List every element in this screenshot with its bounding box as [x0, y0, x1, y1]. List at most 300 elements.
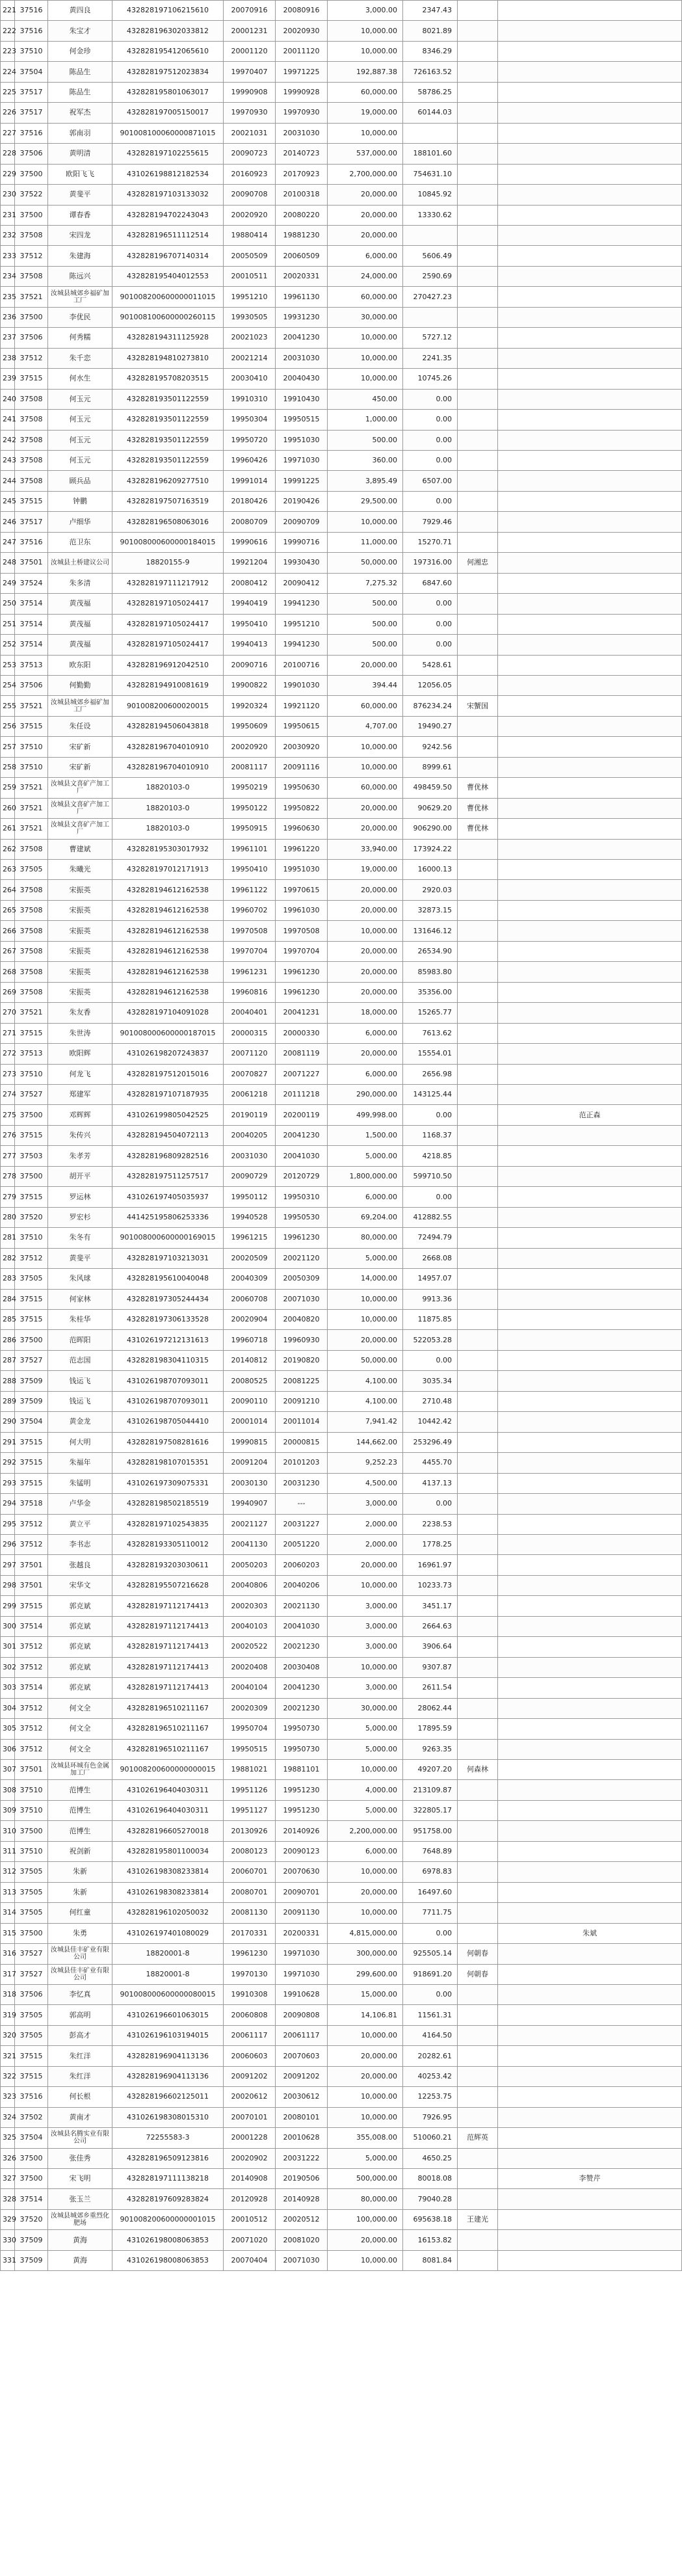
table-row: [1, 1575, 682, 1595]
table-row: [1, 594, 682, 614]
contact-b: [498, 41, 682, 61]
end-date: 20200119: [276, 1105, 328, 1125]
row-index: 246: [1, 512, 15, 532]
branch-code: 37510: [15, 1780, 48, 1800]
customer-name: 朱任设: [48, 716, 112, 736]
contact-b: [498, 1064, 682, 1084]
customer-name: 范志国: [48, 1350, 112, 1370]
row-index: 236: [1, 307, 15, 327]
contact-b: [498, 1146, 682, 1166]
row-index: 243: [1, 450, 15, 470]
id-number: 432828196302033812: [112, 21, 224, 41]
id-number: 18820103-0: [112, 778, 224, 798]
contact-a: [458, 1698, 498, 1718]
contact-a: [458, 1310, 498, 1330]
row-index: 240: [1, 389, 15, 409]
table-row: [1, 471, 682, 491]
row-index: 267: [1, 941, 15, 961]
loan-amount: 20,000.00: [328, 205, 403, 225]
row-index: 223: [1, 41, 15, 61]
contact-b: [498, 471, 682, 491]
id-number: 901008000600000080015: [112, 1984, 224, 2004]
balance: 12253.75: [403, 2087, 458, 2107]
end-date: 19970930: [276, 103, 328, 123]
id-number: 432828193501122559: [112, 389, 224, 409]
id-number: 432828198502185519: [112, 1494, 224, 1514]
contact-a: [458, 41, 498, 61]
id-number: 432828196904113136: [112, 2066, 224, 2086]
table-row: [1, 1146, 682, 1166]
balance: 8999.61: [403, 757, 458, 777]
loan-amount: 6,000.00: [328, 1841, 403, 1861]
customer-name: 黄海: [48, 2250, 112, 2270]
contact-a: [458, 1023, 498, 1043]
row-index: 324: [1, 2107, 15, 2127]
contact-b: [498, 921, 682, 941]
contact-b: [498, 900, 682, 920]
loan-amount: 7,941.42: [328, 1412, 403, 1432]
id-number: 432828196704010910: [112, 737, 224, 757]
branch-code: 37506: [15, 144, 48, 164]
contact-a: [458, 1166, 498, 1186]
contact-a: 曹优林: [458, 798, 498, 818]
row-index: 301: [1, 1637, 15, 1657]
table-row: [1, 1453, 682, 1473]
table-row: [1, 123, 682, 143]
table-row: [1, 2148, 682, 2168]
contact-b: [498, 1514, 682, 1534]
contact-b: [498, 1596, 682, 1616]
customer-name: 宋矿新: [48, 757, 112, 777]
contact-b: [498, 2128, 682, 2148]
start-date: 20080525: [224, 1371, 276, 1391]
row-index: 303: [1, 1678, 15, 1698]
end-date: 19951030: [276, 430, 328, 450]
contact-a: [458, 2250, 498, 2270]
balance: 918691.20: [403, 1964, 458, 1984]
start-date: 20021031: [224, 123, 276, 143]
contact-a: [458, 62, 498, 82]
end-date: 19961130: [276, 287, 328, 307]
balance: 0.00: [403, 389, 458, 409]
row-index: 289: [1, 1391, 15, 1411]
loan-amount: 10,000.00: [328, 1310, 403, 1330]
table-row: [1, 2169, 682, 2189]
contact-b: [498, 246, 682, 266]
branch-code: 37516: [15, 1, 48, 21]
contact-b: [498, 1432, 682, 1452]
loan-amount: 10,000.00: [328, 1289, 403, 1309]
balance: 2238.53: [403, 1514, 458, 1534]
loan-amount: 14,000.00: [328, 1269, 403, 1289]
customer-name: 谭春香: [48, 205, 112, 225]
contact-a: [458, 82, 498, 102]
start-date: 20020920: [224, 737, 276, 757]
contact-b: [498, 1125, 682, 1145]
loan-amount: 20,000.00: [328, 819, 403, 839]
balance: [403, 123, 458, 143]
loan-amount: 4,100.00: [328, 1391, 403, 1411]
start-date: 20031030: [224, 1146, 276, 1166]
balance: 10845.92: [403, 185, 458, 205]
end-date: 19990928: [276, 82, 328, 102]
row-index: 260: [1, 798, 15, 818]
balance: 3451.17: [403, 1596, 458, 1616]
id-number: 432828195801063017: [112, 82, 224, 102]
row-index: 329: [1, 2209, 15, 2229]
start-date: 20020522: [224, 1637, 276, 1657]
end-date: 20190426: [276, 491, 328, 511]
start-date: 20000315: [224, 1023, 276, 1043]
contact-b: [498, 1780, 682, 1800]
id-number: 431026197309075331: [112, 1473, 224, 1493]
end-date: 19970508: [276, 921, 328, 941]
customer-name: 汝城县文喜矿产加工厂: [48, 798, 112, 818]
start-date: 20030130: [224, 1473, 276, 1493]
customer-name: 何玉元: [48, 389, 112, 409]
contact-b: [498, 1555, 682, 1575]
customer-name: 朱新: [48, 1882, 112, 1902]
end-date: 20000330: [276, 1023, 328, 1043]
branch-code: 37509: [15, 2230, 48, 2250]
id-number: 18820001-8: [112, 1964, 224, 1984]
branch-code: 37512: [15, 1534, 48, 1554]
start-date: 20080709: [224, 512, 276, 532]
branch-code: 37527: [15, 1350, 48, 1370]
table-row: [1, 1023, 682, 1043]
end-date: 20030612: [276, 2087, 328, 2107]
row-index: 248: [1, 553, 15, 573]
start-date: 20020408: [224, 1657, 276, 1677]
table-row: [1, 655, 682, 675]
table-row: [1, 716, 682, 736]
loan-amount: 19,000.00: [328, 103, 403, 123]
customer-name: 罗运林: [48, 1187, 112, 1207]
start-date: 20080123: [224, 1841, 276, 1861]
start-date: 19950410: [224, 614, 276, 634]
branch-code: 37515: [15, 2046, 48, 2066]
row-index: 253: [1, 655, 15, 675]
id-number: 432828198107015351: [112, 1453, 224, 1473]
row-index: 262: [1, 839, 15, 859]
balance: 16153.82: [403, 2230, 458, 2250]
end-date: 20071227: [276, 1064, 328, 1084]
contact-a: [458, 1228, 498, 1248]
start-date: 20001120: [224, 41, 276, 61]
end-date: 20100716: [276, 655, 328, 675]
row-index: 232: [1, 225, 15, 245]
row-index: 306: [1, 1739, 15, 1759]
loan-amount: 5,000.00: [328, 1248, 403, 1268]
id-number: 431026198308015310: [112, 2107, 224, 2127]
start-date: 20070404: [224, 2250, 276, 2270]
end-date: 19951210: [276, 614, 328, 634]
balance: 2590.69: [403, 266, 458, 286]
row-index: 237: [1, 328, 15, 348]
branch-code: 37521: [15, 1003, 48, 1023]
balance: 0.00: [403, 491, 458, 511]
branch-code: 37520: [15, 2209, 48, 2229]
branch-code: 37512: [15, 1514, 48, 1534]
branch-code: 37524: [15, 573, 48, 593]
row-index: 286: [1, 1330, 15, 1350]
customer-name: 郭克斌: [48, 1637, 112, 1657]
table-row: [1, 1841, 682, 1861]
customer-name: 朱风球: [48, 1269, 112, 1289]
customer-name: 何文全: [48, 1719, 112, 1739]
id-number: 432828197104091028: [112, 1003, 224, 1023]
table-row: [1, 328, 682, 348]
branch-code: 37508: [15, 450, 48, 470]
branch-code: 37515: [15, 1187, 48, 1207]
balance: 3035.34: [403, 1371, 458, 1391]
row-index: 258: [1, 757, 15, 777]
end-date: 20081225: [276, 1371, 328, 1391]
branch-code: 37504: [15, 62, 48, 82]
branch-code: 37508: [15, 962, 48, 982]
contact-a: [458, 675, 498, 695]
contact-b: [498, 1494, 682, 1514]
loan-amount: 69,204.00: [328, 1207, 403, 1227]
table-row: [1, 164, 682, 184]
start-date: 19961215: [224, 1228, 276, 1248]
branch-code: 37512: [15, 1637, 48, 1657]
start-date: 20050203: [224, 1555, 276, 1575]
loan-amount: 3,000.00: [328, 1637, 403, 1657]
end-date: 19941230: [276, 635, 328, 655]
start-date: 20090708: [224, 185, 276, 205]
contact-a: [458, 1780, 498, 1800]
table-row: [1, 1248, 682, 1268]
balance: 9913.36: [403, 1289, 458, 1309]
end-date: 19950530: [276, 1207, 328, 1227]
customer-name: 胡开平: [48, 1166, 112, 1186]
contact-b: [498, 880, 682, 900]
loan-amount: 30,000.00: [328, 1698, 403, 1718]
id-number: 18820001-8: [112, 1944, 224, 1964]
end-date: 20041230: [276, 328, 328, 348]
id-number: 432828197512023834: [112, 62, 224, 82]
row-index: 242: [1, 430, 15, 450]
contact-b: [498, 1044, 682, 1064]
customer-name: 范博生: [48, 1800, 112, 1820]
loan-amount: 14,106.81: [328, 2005, 403, 2025]
end-date: 20051220: [276, 1534, 328, 1554]
branch-code: 37515: [15, 1125, 48, 1145]
balance: 726163.52: [403, 62, 458, 82]
loan-amount: 10,000.00: [328, 512, 403, 532]
row-index: 247: [1, 532, 15, 552]
table-row: [1, 1882, 682, 1902]
branch-code: 37515: [15, 716, 48, 736]
loan-amount: 20,000.00: [328, 1882, 403, 1902]
customer-name: 宋华文: [48, 1575, 112, 1595]
id-number: 432828196509123816: [112, 2148, 224, 2168]
loan-amount: 50,000.00: [328, 553, 403, 573]
id-number: 432828197112174413: [112, 1596, 224, 1616]
end-date: 19950310: [276, 1187, 328, 1207]
contact-a: [458, 737, 498, 757]
customer-name: 何文全: [48, 1698, 112, 1718]
table-row: [1, 1330, 682, 1350]
contact-a: [458, 1248, 498, 1268]
loan-amount: 20,000.00: [328, 900, 403, 920]
contact-b: [498, 2005, 682, 2025]
balance: 4164.50: [403, 2025, 458, 2045]
table-row: [1, 2209, 682, 2229]
end-date: 20021230: [276, 1637, 328, 1657]
row-index: 238: [1, 348, 15, 368]
branch-code: 37520: [15, 1207, 48, 1227]
start-date: 20070101: [224, 2107, 276, 2127]
end-date: 20011120: [276, 41, 328, 61]
table-row: [1, 62, 682, 82]
end-date: 20040430: [276, 369, 328, 389]
contact-a: 何朝春: [458, 1944, 498, 1964]
contact-a: [458, 1146, 498, 1166]
branch-code: 37505: [15, 1269, 48, 1289]
balance: 40253.42: [403, 2066, 458, 2086]
start-date: 20021023: [224, 328, 276, 348]
loan-amount: 10,000.00: [328, 123, 403, 143]
end-date: 19951230: [276, 1800, 328, 1820]
end-date: 20090808: [276, 2005, 328, 2025]
loan-amount: 100,000.00: [328, 2209, 403, 2229]
start-date: 19961230: [224, 1944, 276, 1964]
loan-amount: 20,000.00: [328, 1555, 403, 1575]
table-row: [1, 1616, 682, 1636]
row-index: 261: [1, 819, 15, 839]
contact-a: [458, 491, 498, 511]
loan-amount: 20,000.00: [328, 1044, 403, 1064]
start-date: 20001014: [224, 1412, 276, 1432]
id-number: 901008000600000169015: [112, 1228, 224, 1248]
contact-a: [458, 1085, 498, 1105]
row-index: 319: [1, 2005, 15, 2025]
loan-amount: 20,000.00: [328, 225, 403, 245]
branch-code: 37512: [15, 246, 48, 266]
loan-amount: 300,000.00: [328, 1944, 403, 1964]
contact-a: [458, 1984, 498, 2004]
row-index: 311: [1, 1841, 15, 1861]
loan-amount: 10,000.00: [328, 328, 403, 348]
end-date: 20091202: [276, 2066, 328, 2086]
branch-code: 37508: [15, 921, 48, 941]
end-date: 20080101: [276, 2107, 328, 2127]
customer-name: 宋飞明: [48, 2169, 112, 2189]
loan-amount: 18,000.00: [328, 1003, 403, 1023]
contact-b: [498, 1166, 682, 1186]
end-date: 20040820: [276, 1310, 328, 1330]
start-date: 20020902: [224, 2148, 276, 2168]
balance: 906290.00: [403, 819, 458, 839]
start-date: 19940528: [224, 1207, 276, 1227]
customer-name: 李优民: [48, 307, 112, 327]
branch-code: 37506: [15, 328, 48, 348]
balance: 32873.15: [403, 900, 458, 920]
start-date: 19921204: [224, 553, 276, 573]
id-number: 432828197105024417: [112, 614, 224, 634]
branch-code: 37500: [15, 1166, 48, 1186]
customer-name: 汝城县城郊乡福矿加工厂: [48, 696, 112, 716]
customer-name: 欧东阳: [48, 655, 112, 675]
customer-name: 黄斐平: [48, 1248, 112, 1268]
balance: 4650.25: [403, 2148, 458, 2168]
row-index: 234: [1, 266, 15, 286]
customer-name: 郭南羽: [48, 123, 112, 143]
contact-b: [498, 1719, 682, 1739]
end-date: 19961230: [276, 982, 328, 1002]
end-date: 20140926: [276, 1821, 328, 1841]
end-date: 20041231: [276, 1003, 328, 1023]
customer-name: 罗宏杉: [48, 1207, 112, 1227]
table-row: [1, 757, 682, 777]
contact-a: [458, 1371, 498, 1391]
branch-code: 37505: [15, 1903, 48, 1923]
id-number: 432828195507216628: [112, 1575, 224, 1595]
table-row: [1, 491, 682, 511]
balance: 60144.03: [403, 103, 458, 123]
loan-amount: 10,000.00: [328, 2107, 403, 2127]
balance: 143125.44: [403, 1085, 458, 1105]
table-row: [1, 1228, 682, 1248]
loan-amount: 10,000.00: [328, 348, 403, 368]
contact-a: [458, 880, 498, 900]
end-date: 20041030: [276, 1616, 328, 1636]
loan-amount: 4,000.00: [328, 1780, 403, 1800]
contact-a: [458, 2066, 498, 2086]
loan-amount: 20,000.00: [328, 1330, 403, 1350]
branch-code: 37500: [15, 1105, 48, 1125]
contact-b: [498, 1269, 682, 1289]
balance: [403, 307, 458, 327]
table-row: [1, 2025, 682, 2045]
end-date: 20031222: [276, 2148, 328, 2168]
contact-b: [498, 144, 682, 164]
contact-b: [498, 2250, 682, 2270]
customer-name: 陈品生: [48, 62, 112, 82]
branch-code: 37508: [15, 900, 48, 920]
customer-name: 宋振英: [48, 880, 112, 900]
table-row: [1, 225, 682, 245]
start-date: 20040205: [224, 1125, 276, 1145]
id-number: 432828194311125928: [112, 328, 224, 348]
contact-b: [498, 839, 682, 859]
table-row: [1, 41, 682, 61]
row-index: 300: [1, 1616, 15, 1636]
start-date: 19960426: [224, 450, 276, 470]
row-index: 288: [1, 1371, 15, 1391]
contact-b: [498, 1023, 682, 1043]
contact-a: [458, 1350, 498, 1370]
row-index: 305: [1, 1719, 15, 1739]
branch-code: 37503: [15, 1146, 48, 1166]
customer-name: 卢华金: [48, 1494, 112, 1514]
end-date: 19951030: [276, 860, 328, 880]
id-number: 432828194612162538: [112, 900, 224, 920]
start-date: 19950704: [224, 1719, 276, 1739]
branch-code: 37510: [15, 737, 48, 757]
row-index: 231: [1, 205, 15, 225]
row-index: 309: [1, 1800, 15, 1820]
start-date: 20071120: [224, 1044, 276, 1064]
row-index: 268: [1, 962, 15, 982]
customer-name: 彭高才: [48, 2025, 112, 2045]
branch-code: 37517: [15, 82, 48, 102]
id-number: 432828197512015016: [112, 1064, 224, 1084]
end-date: 20050309: [276, 1269, 328, 1289]
id-number: 432828196605270018: [112, 1821, 224, 1841]
